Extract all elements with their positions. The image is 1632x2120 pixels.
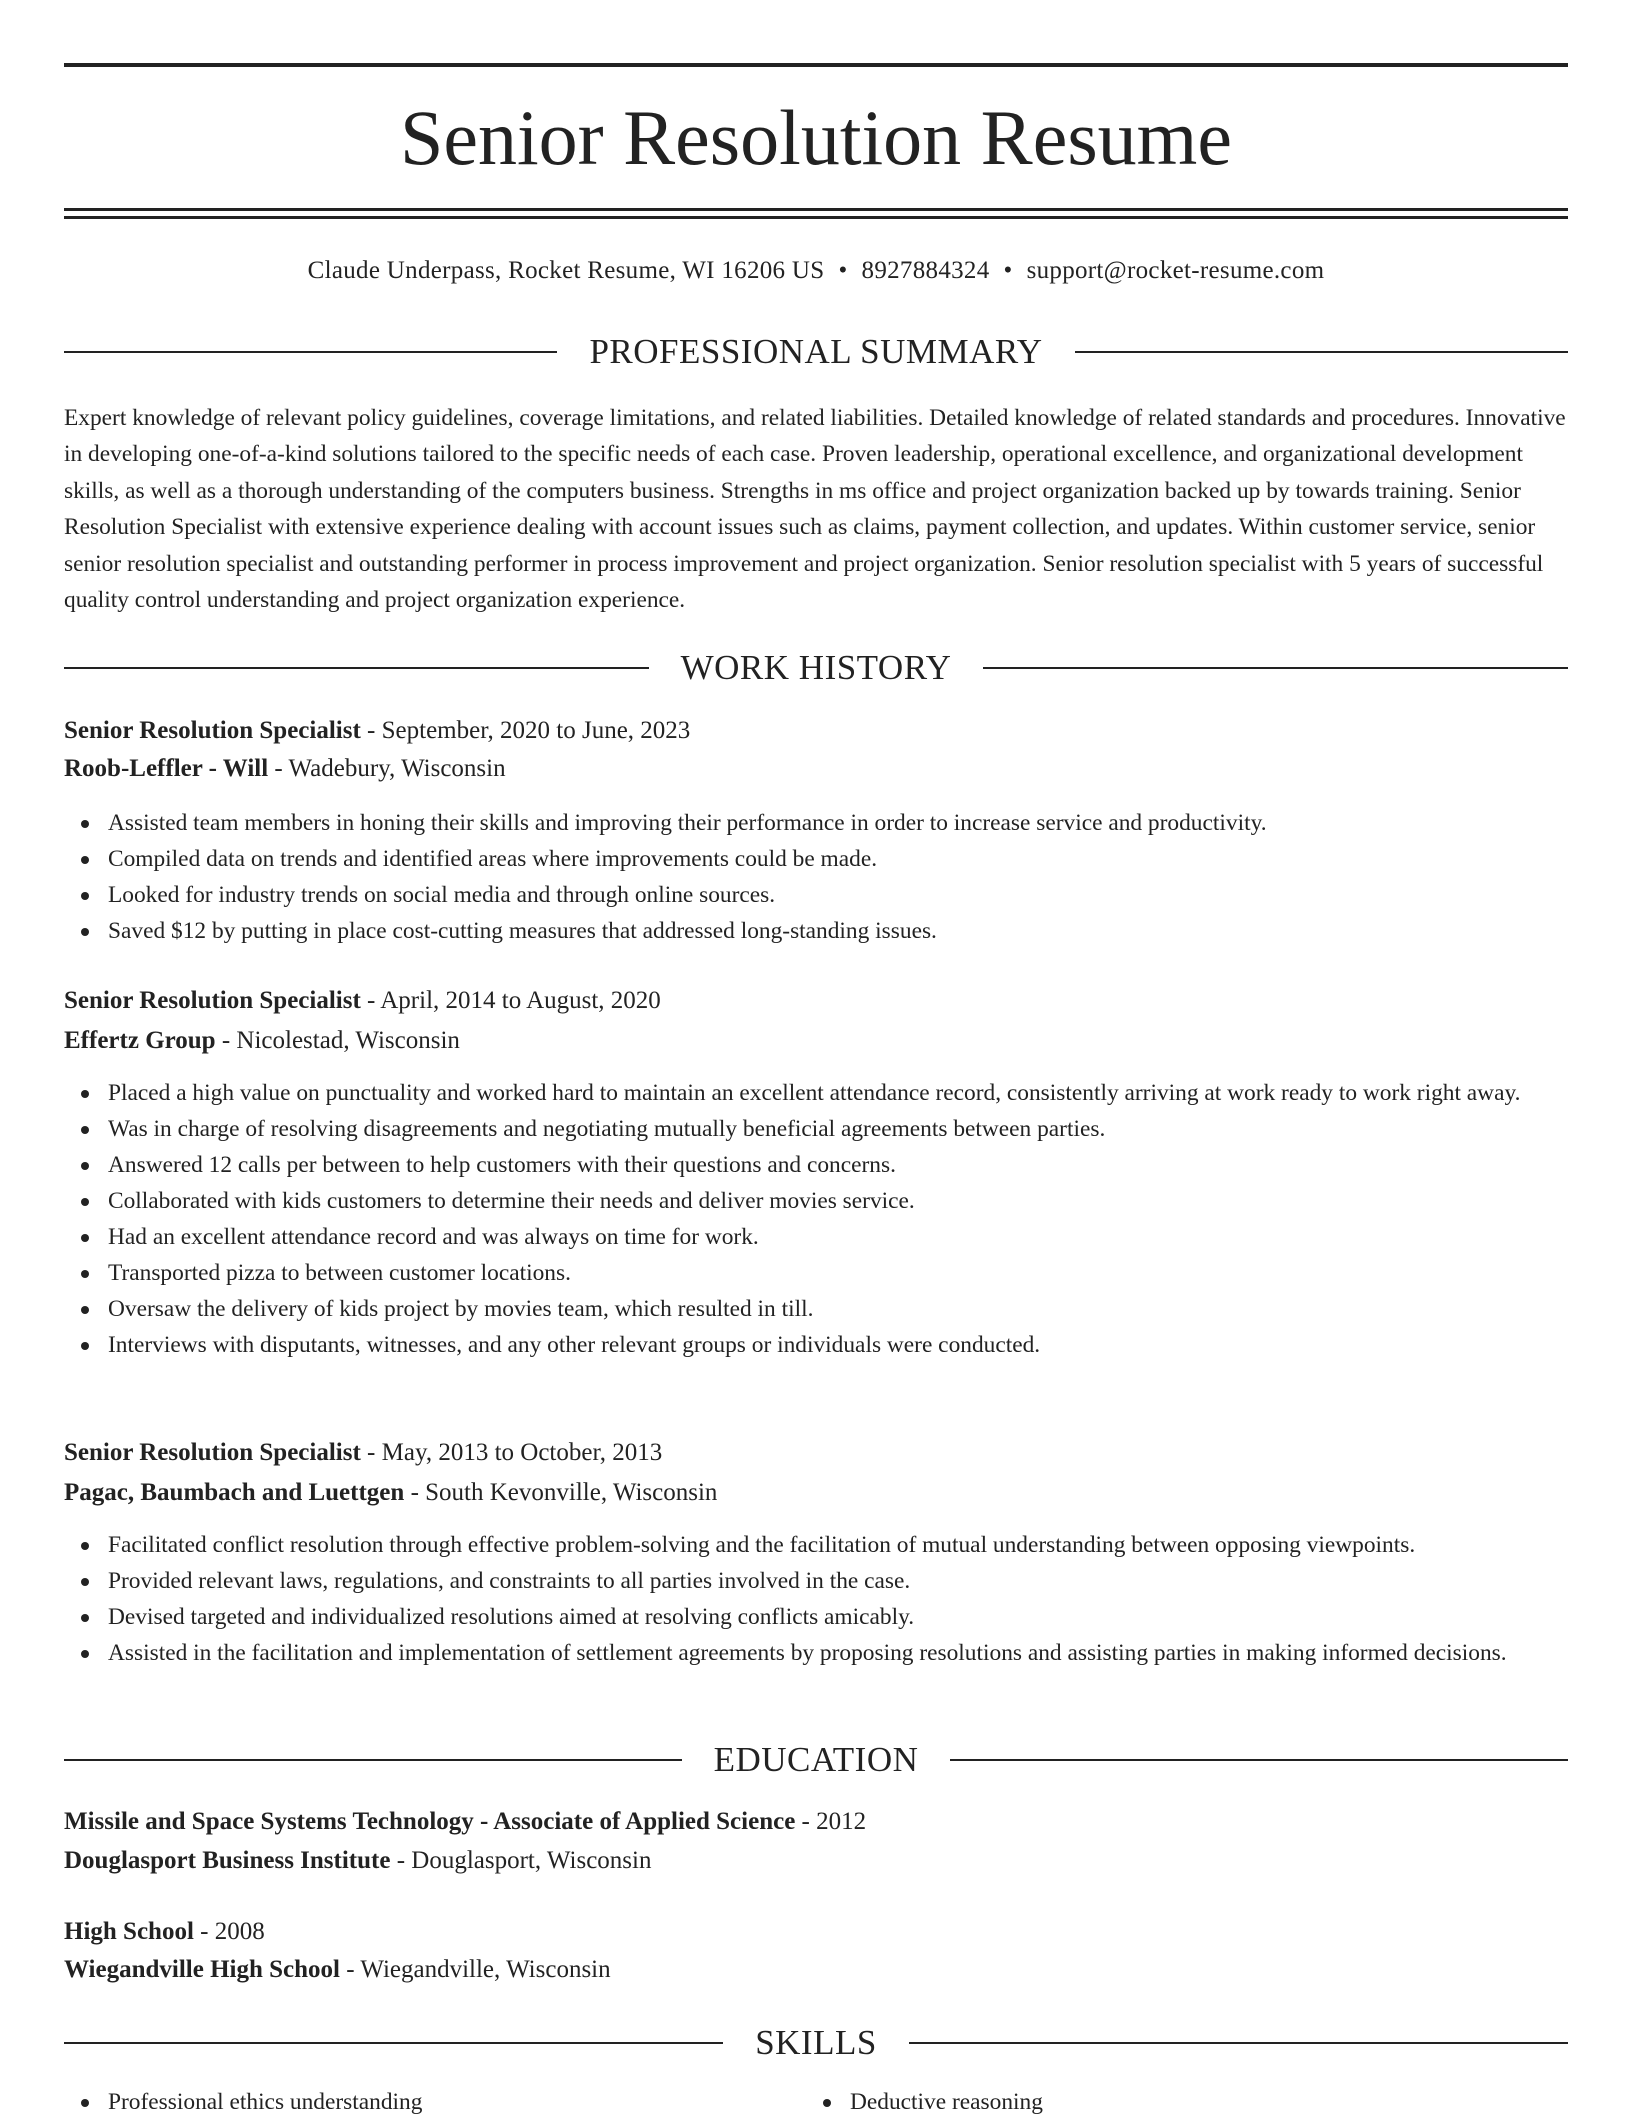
skills-list-right (806, 2084, 1550, 2120)
contact-separator: • (1003, 257, 1013, 284)
job-title: Senior Resolution Specialist (64, 987, 361, 1014)
list-item: Compiled data on trends and identified areas where improvements could be made. (108, 841, 1612, 877)
section-label: EDUCATION (713, 1740, 919, 1779)
list-item: Provided relevant laws, regulations, and constraints to all parties involved in the case. (108, 1563, 1568, 1599)
summary-text: Expert knowledge of relevant policy guidelines, coverage limitations, and related liabilities. Detailed knowledge of related standards and procedures. Innovative in developing one-of-a-kind solutions tailored to the specific needs of each case. Proven leadership, operational excellence, and organizational development skills, as well as a thorough understanding of the computers business. Strengths in ms office and project organization backed up by towards training. Senior Resolution Specialist with extensive experience dealing with account issues such as claims, payment collection, and updates. Within customer service, senior senior resolution specialist and outstanding performer in process improvement and project organization. Senior resolution specialist with 5 years of successful quality control understanding and project organization experience. (64, 405, 1566, 614)
top-rule (64, 63, 1568, 67)
job-company: Pagac, Baumbach and Luettgen (64, 1479, 405, 1506)
job-location: - South Kevonville, Wisconsin (404, 1479, 718, 1506)
job-location: - Nicolestad, Wisconsin (215, 1027, 460, 1054)
job-bullets (64, 805, 1612, 949)
job-title-line (64, 984, 1568, 1018)
list-item: Assisted in the facilitation and implementation of settlement agreements by proposing resolutions and assisting parties in making informed decisions. (108, 1635, 1568, 1671)
heading-rule (64, 667, 649, 669)
list-item: Interviews with disputants, witnesses, and any other relevant groups or individuals were conducted. (108, 1327, 1568, 1363)
contact-separator: • (838, 257, 848, 284)
section-label: SKILLS (755, 2023, 877, 2062)
education-degree: Missile and Space Systems Technology - Associate of Applied Science (64, 1808, 796, 1835)
heading-rule (64, 2042, 723, 2044)
job-title-line (64, 1436, 1568, 1470)
list-item: Devised targeted and individualized resolutions aimed at resolving conflicts amicably. (108, 1599, 1568, 1635)
education-location: - Wiegandville, Wisconsin (339, 1956, 611, 1983)
skill-item: Deductive reasoning (850, 2084, 1550, 2120)
list-item: Transported pizza to between customer locations. (108, 1255, 1568, 1291)
job-company-line (64, 1476, 1568, 1510)
skills-list-left (64, 2084, 808, 2120)
resume-title: Senior Resolution Resume (400, 94, 1232, 181)
job-dates: - May, 2013 to October, 2013 (360, 1439, 663, 1466)
title-rule-upper (64, 208, 1568, 211)
job-company-line (64, 752, 1568, 786)
list-item: Assisted team members in honing their skills and improving their performance in order to increase service and productivity. (108, 805, 1612, 841)
list-item: Had an excellent attendance record and was always on time for work. (108, 1219, 1568, 1255)
job-bullets (64, 1075, 1568, 1363)
section-label: WORK HISTORY (680, 648, 952, 687)
contact-email: support@rocket-resume.com (1026, 257, 1325, 284)
education-degree-line (64, 1805, 1568, 1839)
education-year: - 2008 (193, 1918, 265, 1945)
contact-line (64, 254, 1568, 288)
education-school-line (64, 1953, 1568, 1987)
job-dates: - September, 2020 to June, 2023 (360, 717, 691, 744)
list-item: Was in charge of resolving disagreements and negotiating mutually beneficial agreements between parties. (108, 1111, 1568, 1147)
heading-rule (950, 1759, 1568, 1761)
education-degree-line (64, 1915, 1568, 1949)
section-heading-summary (64, 330, 1568, 374)
job-company: Effertz Group (64, 1027, 216, 1054)
list-item: Oversaw the delivery of kids project by movies team, which resulted in till. (108, 1291, 1568, 1327)
title-rule-lower (64, 216, 1568, 219)
list-item: Looked for industry trends on social media and through online sources. (108, 877, 1612, 913)
education-school: Douglasport Business Institute (64, 1847, 391, 1874)
section-heading-skills (64, 2021, 1568, 2065)
list-item: Saved $12 by putting in place cost-cutting measures that addressed long-standing issues. (108, 913, 1612, 949)
heading-rule (909, 2042, 1568, 2044)
education-year: - 2012 (795, 1808, 867, 1835)
section-heading-work-history (64, 646, 1568, 690)
education-school: Wiegandville High School (64, 1956, 340, 1983)
job-location: - Wadebury, Wisconsin (268, 755, 506, 782)
job-title: Senior Resolution Specialist (64, 1439, 361, 1466)
list-item: Placed a high value on punctuality and worked hard to maintain an excellent attendance record, consistently arriving at work ready to work right away. (108, 1075, 1568, 1111)
heading-rule (1075, 351, 1568, 353)
contact-phone: 8927884324 (861, 257, 990, 284)
section-label: PROFESSIONAL SUMMARY (589, 332, 1043, 371)
heading-rule (983, 667, 1568, 669)
contact-address: Claude Underpass, Rocket Resume, WI 16206 US (307, 257, 825, 284)
job-title: Senior Resolution Specialist (64, 717, 361, 744)
job-company-line (64, 1024, 1568, 1058)
job-bullets (64, 1527, 1568, 1671)
list-item: Answered 12 calls per between to help customers with their questions and concerns. (108, 1147, 1568, 1183)
heading-rule (64, 1759, 682, 1761)
education-location: - Douglasport, Wisconsin (390, 1847, 652, 1874)
job-dates: - April, 2014 to August, 2020 (360, 987, 661, 1014)
list-item: Collaborated with kids customers to determine their needs and deliver movies service. (108, 1183, 1568, 1219)
heading-rule (64, 351, 557, 353)
job-company: Roob-Leffler - Will (64, 755, 269, 782)
skill-item: Professional ethics understanding (108, 2084, 808, 2120)
education-degree: High School (64, 1918, 194, 1945)
list-item: Facilitated conflict resolution through effective problem-solving and the facilitation of mutual understanding between opposing viewpoints. (108, 1527, 1568, 1563)
section-heading-education (64, 1738, 1568, 1782)
education-school-line (64, 1844, 1568, 1878)
job-title-line (64, 714, 1568, 748)
